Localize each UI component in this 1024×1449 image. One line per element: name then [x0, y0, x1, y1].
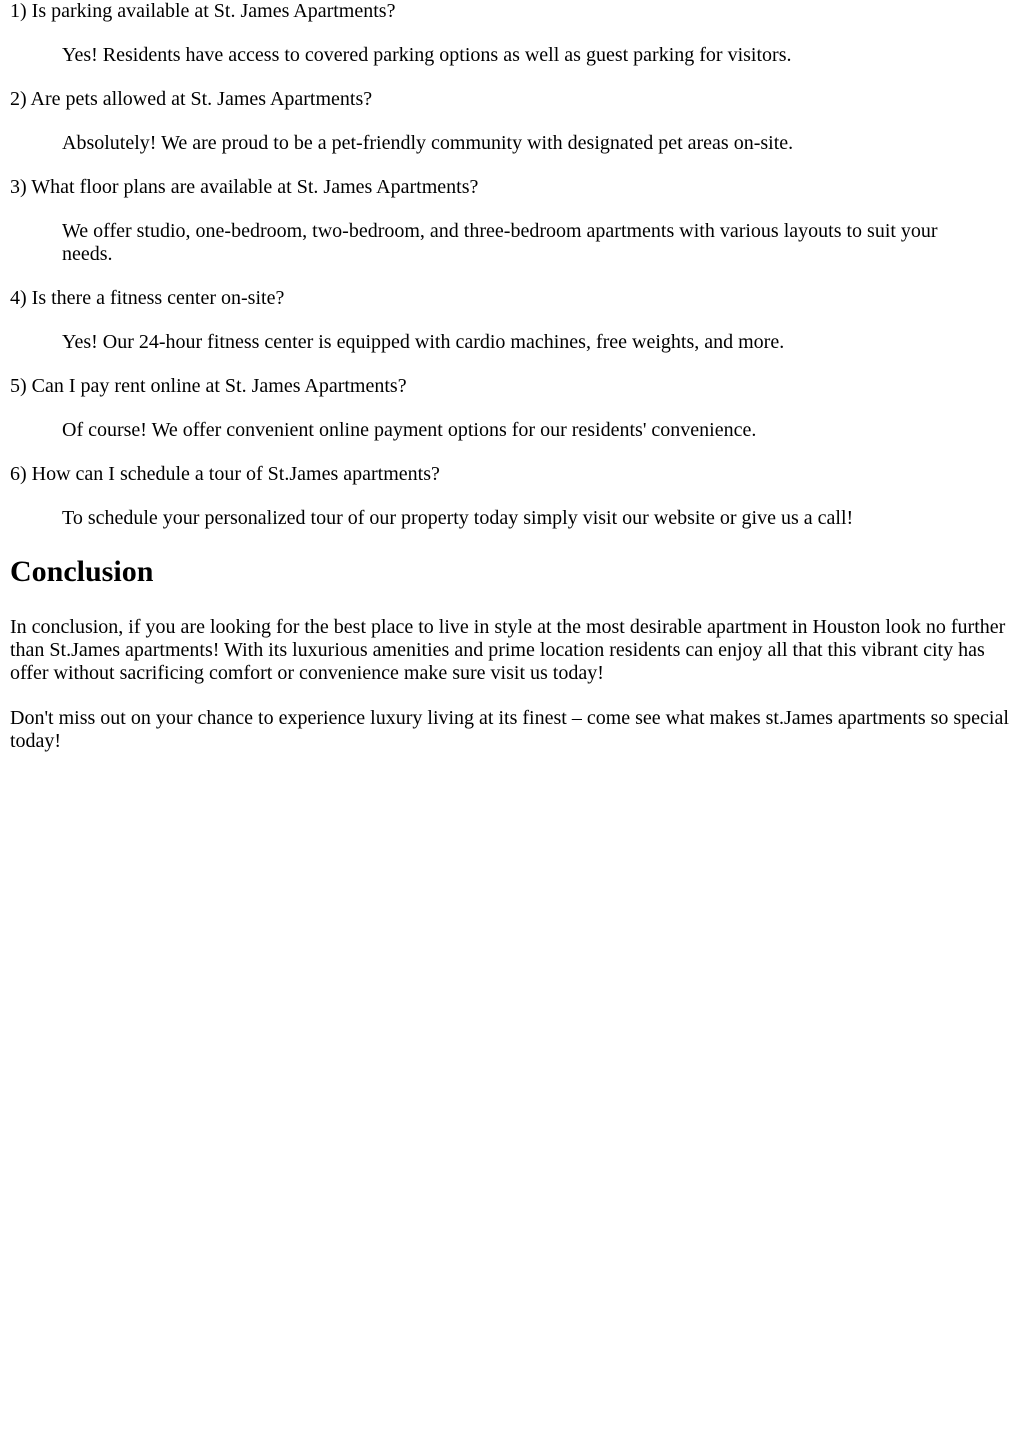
closing-paragraph: Don't miss out on your chance to experience luxury living at its finest – come see what makes st.James apartments so special today! — [10, 707, 1009, 752]
faq-question: 4) Is there a fitness center on-site? — [10, 287, 285, 309]
faq-question: 3) What floor plans are available at St. James Apartments? — [10, 176, 479, 198]
faq-item-schedule-tour — [10, 463, 1024, 530]
faq-question: 1) Is parking available at St. James Apartments? — [10, 0, 396, 22]
faq-item-online-rent — [10, 375, 1024, 442]
faq-item-pets — [10, 88, 1024, 155]
faq-answer: To schedule your personalized tour of our property today simply visit our website or give us a call! — [62, 507, 854, 529]
faq-answer: Of course! We offer convenient online payment options for our residents' convenience. — [62, 419, 757, 441]
faq-item-fitness-center — [10, 287, 1024, 354]
faq-question: 6) How can I schedule a tour of St.James apartments? — [10, 463, 440, 485]
conclusion-paragraph: In conclusion, if you are looking for the best place to live in style at the most desirable apartment in Houston look no further than St.James apartments! With its luxurious amenities and prime location residents can enjoy all that this vibrant city has offer without sacrificing comfort or convenience make sure visit us today! — [10, 616, 1006, 684]
faq-item-floor-plans — [10, 176, 1024, 266]
faq-list — [0, 0, 1024, 530]
conclusion-heading: Conclusion — [10, 555, 154, 588]
faq-answer: Yes! Residents have access to covered parking options as well as guest parking for visitors. — [62, 44, 792, 66]
faq-question: 5) Can I pay rent online at St. James Apartments? — [10, 375, 407, 397]
faq-item-parking — [10, 0, 1024, 67]
faq-answer: Yes! Our 24-hour fitness center is equipped with cardio machines, free weights, and more. — [62, 331, 785, 353]
faq-answer: We offer studio, one-bedroom, two-bedroom, and three-bedroom apartments with various layouts to suit your needs. — [62, 220, 938, 265]
faq-answer: Absolutely! We are proud to be a pet-friendly community with designated pet areas on-site. — [62, 132, 794, 154]
faq-question: 2) Are pets allowed at St. James Apartments? — [10, 88, 373, 110]
